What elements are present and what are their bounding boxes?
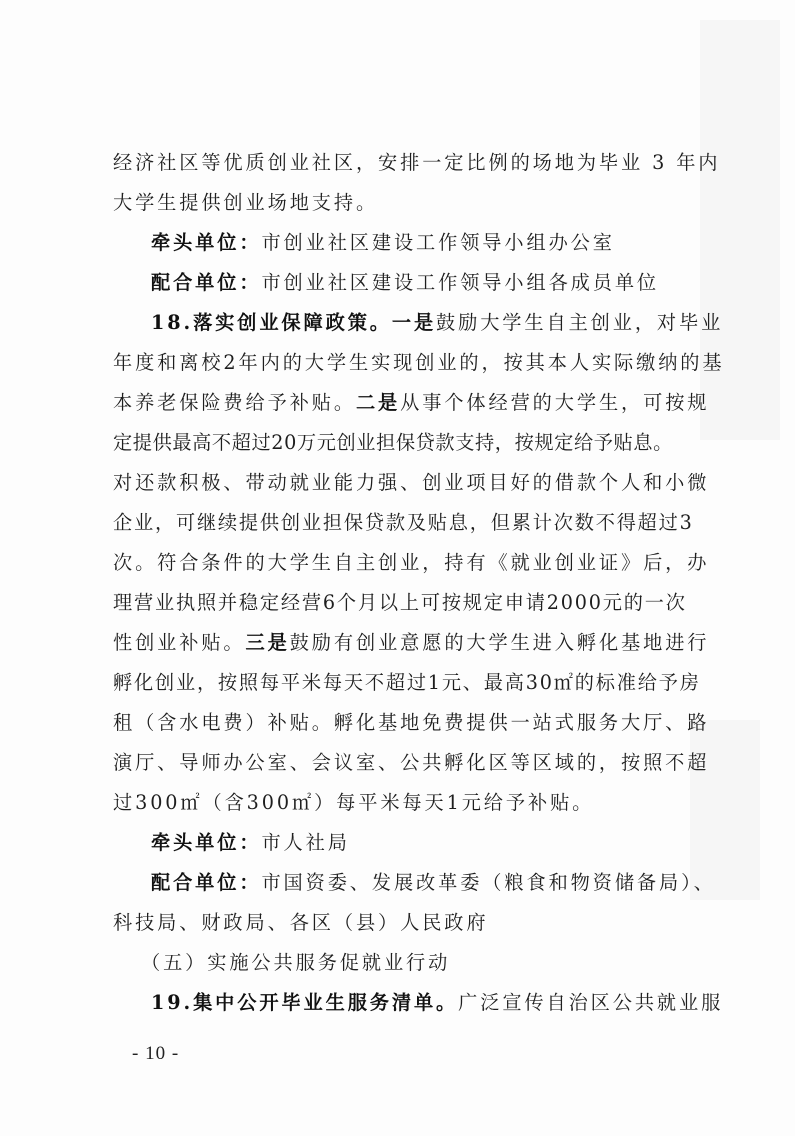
paragraph-line <box>113 463 710 503</box>
cooperating-unit-value: 市国资委、发展改革委（粮食和物资储备局）、 <box>261 871 716 894</box>
lead-unit-label: 牵头单位： <box>151 831 262 854</box>
subsection-heading-5 <box>113 943 675 983</box>
text-span: 企业，可继续提供创业担保贷款及贴息，但累计次数不得超过3 <box>113 511 694 534</box>
subsection-title: （五）实施公共服务促就业行动 <box>141 951 451 974</box>
paragraph-line <box>113 663 701 703</box>
paragraph-line <box>113 383 710 423</box>
lead-unit-line <box>113 823 675 863</box>
text-span: 定提供最高不超过20万元创业担保贷款支持，按规定给予贴息。 <box>113 431 673 454</box>
text-span: 孵化创业，按照每平米每天不超过1元、最高30㎡的标准给予房 <box>113 671 701 694</box>
paragraph-line <box>113 183 675 223</box>
emphasis-span: 三是 <box>245 631 290 654</box>
paragraph-line <box>113 703 710 743</box>
scan-shadow <box>700 20 780 440</box>
text-span: 广泛宣传自治区公共就业服 <box>458 991 724 1014</box>
text-span: 租（含水电费）补贴。孵化基地免费提供一站式服务大厅、路 <box>113 711 710 734</box>
text-span: 对还款积极、带动就业能力强、创业项目好的借款个人和小微 <box>113 471 710 494</box>
cooperating-unit-line <box>113 263 675 303</box>
paragraph-line <box>113 783 675 823</box>
paragraph-line <box>113 623 710 663</box>
text-span: 大学生提供创业场地支持。 <box>113 191 379 214</box>
section-title: 18.落实创业保障政策。一是 <box>151 311 437 334</box>
paragraph-line <box>113 343 725 383</box>
text-span: 次。符合条件的大学生自主创业，持有《就业创业证》后，办 <box>113 551 710 574</box>
lead-unit-line <box>113 223 675 263</box>
cooperating-unit-line <box>113 863 716 903</box>
cooperating-unit-value: 市创业社区建设工作领导小组各成员单位 <box>261 271 660 294</box>
paragraph-line <box>113 583 687 623</box>
text-span: 鼓励有创业意愿的大学生进入孵化基地进行 <box>289 631 710 654</box>
lead-unit-label: 牵头单位： <box>151 231 262 254</box>
document-body <box>113 143 725 1023</box>
page-number: - 10 - <box>132 1043 180 1064</box>
paragraph-line <box>113 543 710 583</box>
text-span: 演厅、导师办公室、会议室、公共孵化区等区域的，按照不超 <box>113 751 710 774</box>
section-heading-18 <box>113 303 724 343</box>
paragraph-line <box>113 903 675 943</box>
text-span: 经济社区等优质创业社区，安排一定比例的场地为毕业 3 年内 <box>113 151 721 174</box>
emphasis-span: 二是 <box>355 391 401 414</box>
paragraph-line <box>113 143 721 183</box>
text-span: 年度和离校2年内的大学生实现创业的，按其本人实际缴纳的基 <box>113 351 725 374</box>
section-title: 19.集中公开毕业生服务清单。 <box>151 991 459 1014</box>
lead-unit-value: 市人社局 <box>261 831 350 854</box>
text-span: 性创业补贴。 <box>113 631 246 654</box>
text-span: 鼓励大学生自主创业，对毕业 <box>436 311 724 334</box>
text-span: 科技局、财政局、各区（县）人民政府 <box>113 911 489 934</box>
text-span: 理营业执照并稳定经营6个月以上可按规定申请2000元的一次 <box>113 591 687 614</box>
paragraph-line <box>113 423 675 463</box>
cooperating-unit-label: 配合单位： <box>151 871 262 894</box>
paragraph-line <box>113 503 694 543</box>
lead-unit-value: 市创业社区建设工作领导小组办公室 <box>261 231 615 254</box>
section-heading-19 <box>113 983 724 1023</box>
text-span: 过300㎡（含300㎡）每平米每天1元给予补贴。 <box>113 791 595 814</box>
text-span: 本养老保险费给予补贴。 <box>113 391 356 414</box>
paragraph-line <box>113 743 710 783</box>
cooperating-unit-label: 配合单位： <box>151 271 262 294</box>
text-span: 从事个体经营的大学生，可按规 <box>400 391 710 414</box>
